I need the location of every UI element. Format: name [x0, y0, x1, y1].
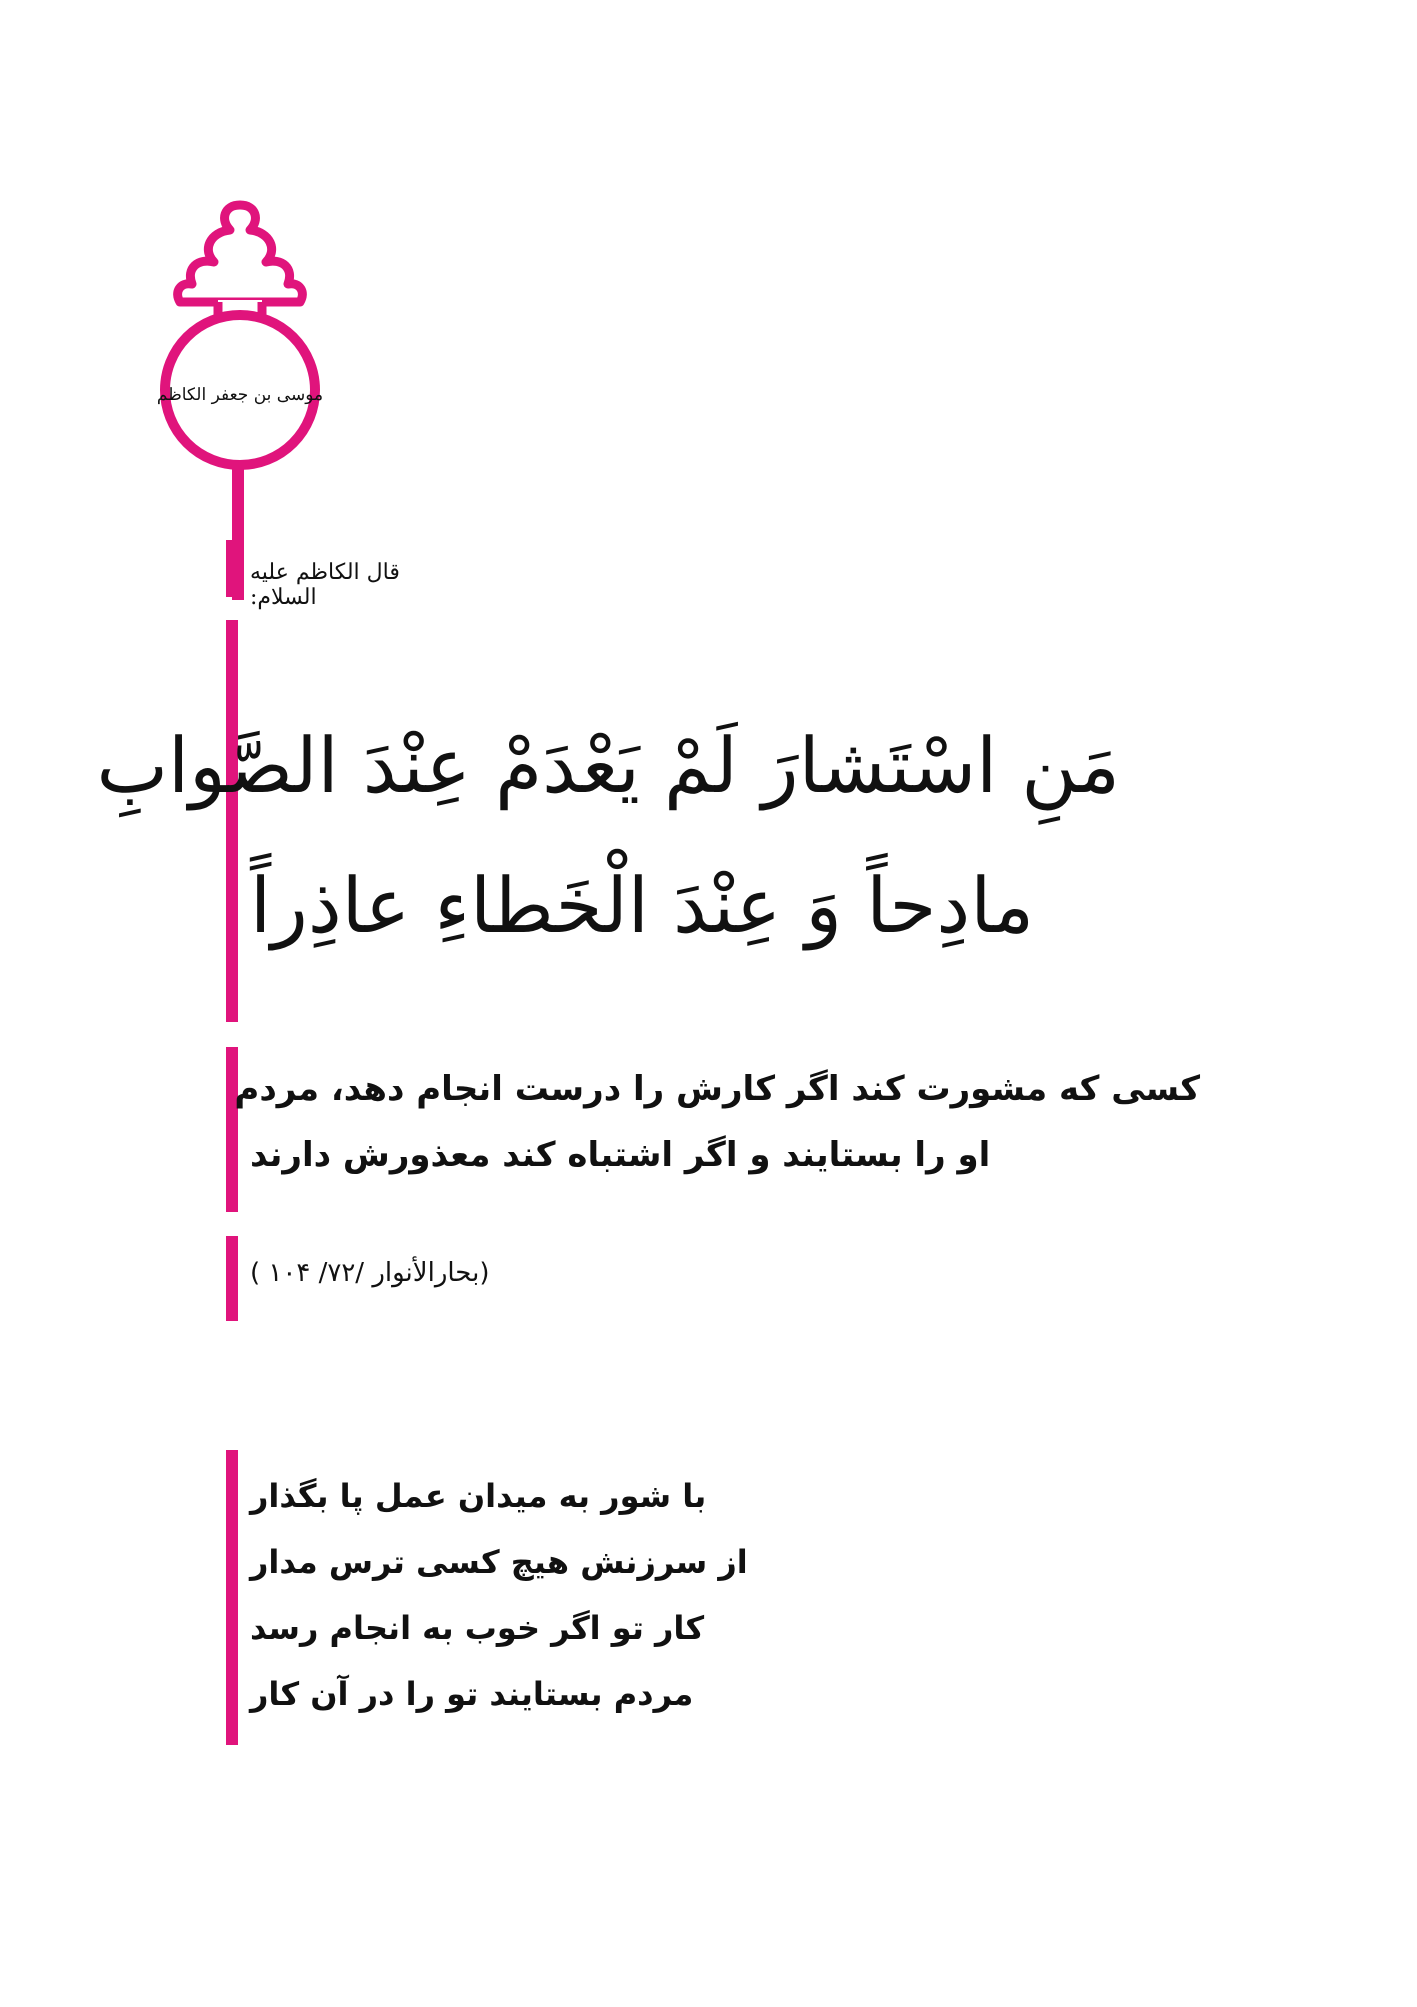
hadith-line-2: مادِحاً وَ عِنْدَ الْخَطاءِ عاذِراً — [250, 861, 1035, 950]
accent-bar-poem — [226, 1450, 238, 1745]
dome-medallion-icon — [140, 200, 340, 600]
emblem-calligraphy: موسی بن جعفر الکاظم — [156, 385, 324, 405]
translation-line-1: کسی که مشورت کند اگر کارش را درست انجام دهد، مردم — [234, 1069, 1200, 1109]
poem-line-4: مردم بستایند تو را در آن کار — [250, 1675, 694, 1713]
hadith-line-1: مَنِ اسْتَشارَ لَمْ یَعْدَمْ عِنْدَ الصَّوابِ — [96, 721, 1120, 810]
accent-bar-hadith — [226, 620, 238, 1022]
poem-line-2: از سرزنش هیچ کسی ترس مدار — [250, 1543, 748, 1581]
attribution-label: قال الکاظم علیه السلام: — [250, 560, 400, 610]
poem-line-3: کار تو اگر خوب به انجام رسد — [250, 1609, 705, 1647]
source-reference: (بحارالأنوار /۷۲/ ۱۰۴ ) — [250, 1258, 490, 1288]
accent-bar-attribution — [226, 540, 238, 597]
accent-bar-source — [226, 1236, 238, 1321]
translation-line-2: او را بستایند و اگر اشتباه کند معذورش دارند — [250, 1135, 991, 1175]
poem-line-1: با شور به میدان عمل پا بگذار — [250, 1477, 707, 1515]
